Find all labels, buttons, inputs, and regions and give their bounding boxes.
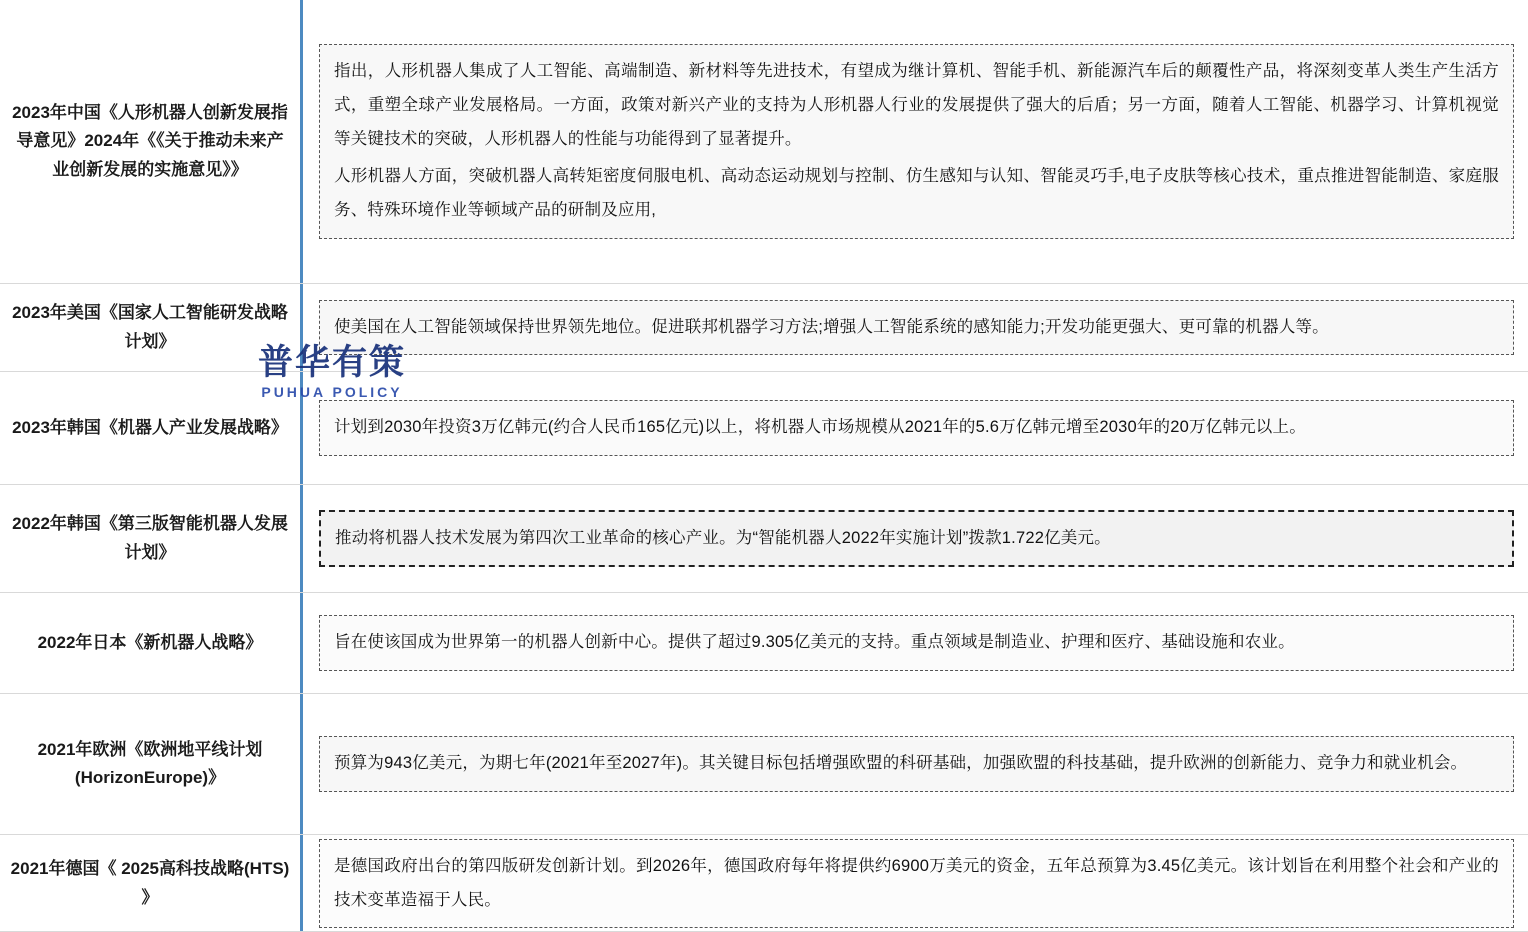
policy-name-text: 2021年德国《 2025高科技战略(HTS) 》 [10,859,290,907]
policy-content-cell [303,485,1528,592]
policy-paragraph: 人形机器人方面，突破机器人高转矩密度伺服电机、高动态运动规划与控制、仿生感知与认知、智能灵巧手,电子皮肤等核心技术，重点推进智能制造、家庭服务、特殊环境作业等顿域产品的研制及应用, [334,167,1499,220]
table-row [0,283,1528,371]
policy-content-cell [303,835,1528,932]
policy-name-cell [0,593,300,693]
table-row [0,693,1528,834]
policy-name-cell [0,372,300,484]
policy-content-box [319,736,1514,792]
policy-name-text: 2023年美国《国家人工智能研发战略计划》 [12,303,288,351]
policy-name-text: 2023年中国《人形机器人创新发展指导意见》2024年《《关于推动未来产业创新发展的实施意见》》 [12,103,288,179]
policy-name-text: 2023年韩国《机器人产业发展战略》 [12,417,288,437]
policy-paragraph: 旨在使该国成为世界第一的机器人创新中心。提供了超过9.305亿美元的支持。重点领域是制造业、护理和医疗、基础设施和农业。 [334,633,1295,652]
policy-content-box [319,300,1514,356]
policy-paragraph: 使美国在人工智能领域保持世界领先地位。促进联邦机器学习方法;增强人工智能系统的感知能力;开发功能更强大、更可靠的机器人等。 [334,317,1329,336]
policy-name-cell [0,485,300,592]
watermark-main-text: 普华有策 [258,343,407,382]
table-row [0,0,1528,283]
policy-content-box [319,400,1514,456]
policy-content-cell [303,593,1528,693]
table-row [0,834,1528,932]
policy-name-text: 2022年日本《新机器人战略》 [37,632,263,652]
policy-content-cell [303,372,1528,484]
policy-paragraph: 计划到2030年投资3万亿韩元(约合人民币165亿元)以上，将机器人市场规模从2021年的5.6万亿韩元增至2030年的20万亿韩元以上。 [334,418,1306,437]
policy-content-cell [303,0,1528,283]
policy-paragraph: 是德国政府出台的第四版研发创新计划。到2026年，德国政府每年将提供约6900万美元的资金，五年总预算为3.45亿美元。该计划旨在利用整个社会和产业的技术变革造福于人民。 [334,856,1499,909]
policy-content-box [319,510,1514,568]
policy-content-cell [303,694,1528,834]
policy-content-box [319,615,1514,671]
policy-name-cell [0,694,300,834]
table-row [0,592,1528,693]
policy-content-cell [303,284,1528,371]
policy-name-text: 2022年韩国《第三版智能机器人发展计划》 [12,514,288,562]
policy-paragraph: 预算为943亿美元，为期七年(2021年至2027年)。其关键目标包括增强欧盟的科研基础，加强欧盟的科技基础，提升欧洲的创新能力、竞争力和就业机会。 [334,754,1468,773]
watermark-sub-text: PUHUA POLICY [261,383,403,400]
policy-name-cell [0,0,300,283]
policy-name-cell [0,284,300,371]
table-row [0,484,1528,592]
policy-paragraph: 指出，人形机器人集成了人工智能、高端制造、新材料等先进技术，有望成为继计算机、智能手机、新能源汽车后的颠覆性产品，将深刻变革人类生产生活方式，重塑全球产业发展格局。一方面，政策对新兴产业的支持为人形机器人行业的发展提供了强大的后盾；另一方面，随着人工智能、机器学习、计算机视觉等关键技术的突破，人形机器人的性能与功能得到了显著提升。 [334,61,1499,148]
table-row [0,371,1528,484]
policy-content-box [319,44,1514,239]
policy-paragraph: 推动将机器人技术发展为第四次工业革命的核心产业。为“智能机器人2022年实施计划”拨款1.722亿美元。 [335,528,1111,547]
policy-content-box [319,839,1514,929]
policy-name-cell [0,835,300,932]
policy-name-text: 2021年欧洲《欧洲地平线计划(HorizonEurope)》 [37,739,263,787]
